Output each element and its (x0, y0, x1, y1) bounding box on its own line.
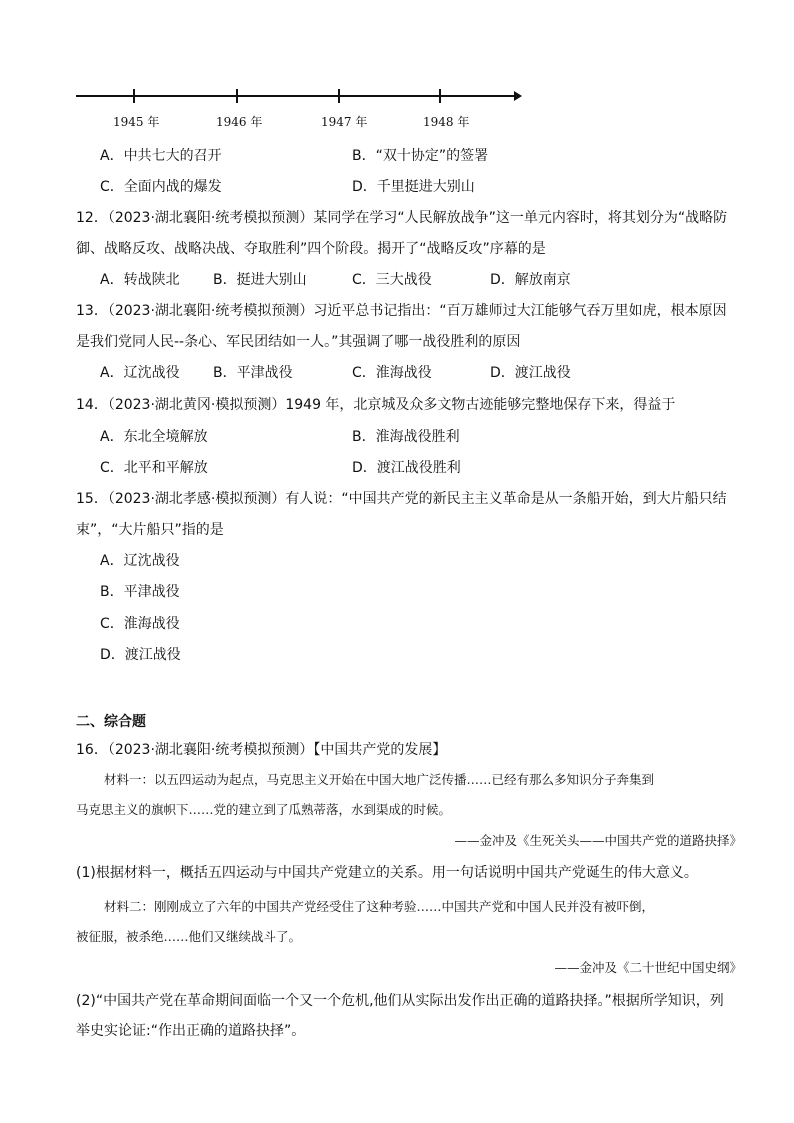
q13-option-c[interactable]: C．淮海战役 (352, 365, 432, 381)
q13-option-b[interactable]: B．平津战役 (213, 365, 293, 381)
q16-sub2-line2: 举史实论证:“作出正确的道路抉择”。 (76, 1023, 306, 1039)
q12-stem-line1: 12．（2023·湖北襄阳·统考模拟预测）某同学在学习“人民解放战争”这一单元内容时，将其划分为“战略防 (76, 210, 728, 226)
q15-option-b[interactable]: B．平津战役 (100, 584, 180, 600)
q16-stem: 16．（2023·湖北襄阳·统考模拟预测）【中国共产党的发展】 (76, 742, 447, 758)
timeline-label: 1946 年 (216, 115, 263, 129)
q11-option-c[interactable]: C．全面内战的爆发 (100, 179, 222, 195)
q16-material1-line1: 材料一：以五四运动为起点，马克思主义开始在中国大地广泛传播……已经有那么多知识分子奔集到 (104, 772, 655, 787)
q16-material2-source: ——金冲及《二十世纪中国史纲》 (554, 960, 742, 975)
q11-option-a[interactable]: A．中共七大的召开 (100, 148, 222, 164)
q12-option-b[interactable]: B．挺进大别山 (213, 272, 307, 288)
q14-option-b[interactable]: B．淮海战役胜利 (352, 429, 460, 445)
q15-option-a[interactable]: A．辽沈战役 (100, 553, 180, 569)
q11-option-d[interactable]: D．千里挺进大别山 (352, 179, 475, 195)
q16-sub2-line1: (2)“中国共产党在革命期间面临一个又一个危机,他们从实际出发作出正确的道路抉择。”根据所学知识，列 (76, 993, 724, 1009)
q12-option-d[interactable]: D．解放南京 (490, 272, 571, 288)
q16-material1-line2: 马克思主义的旗帜下……党的建立到了瓜熟蒂落，水到渠成的时候。 (76, 802, 452, 817)
timeline-arrow-icon (514, 91, 522, 101)
q13-stem-line2: 是我们党同人民--条心、军民团结如一人。”其强调了哪一战役胜利的原因 (76, 334, 521, 350)
q14-option-c[interactable]: C．北平和平解放 (100, 460, 208, 476)
q14-option-d[interactable]: D．渡江战役胜利 (352, 460, 461, 476)
q11-option-b[interactable]: B．“双十协定”的签署 (352, 148, 489, 164)
q13-stem-line1: 13．（2023·湖北襄阳·统考模拟预测）习近平总书记指出：“百万雄师过大江能够气吞万里如虎，根本原因 (76, 303, 727, 319)
timeline-label: 1948 年 (423, 115, 470, 129)
timeline-label: 1947 年 (321, 115, 368, 129)
q12-option-c[interactable]: C．三大战役 (352, 272, 432, 288)
q16-material1-source: ——金冲及《生死关头——中国共产党的道路抉择》 (454, 833, 742, 848)
q13-option-a[interactable]: A．辽沈战役 (100, 365, 180, 381)
q15-stem-line1: 15．（2023·湖北孝感·模拟预测）有人说：“中国共产党的新民主主义革命是从一条船开始，到大片船只结 (76, 491, 727, 507)
q14-option-a[interactable]: A．东北全境解放 (100, 429, 208, 445)
q12-option-a[interactable]: A．转战陕北 (100, 272, 180, 288)
q16-material2-line1: 材料二：刚刚成立了六年的中国共产党经受住了这种考验……中国共产党和中国人民并没有被吓倒， (104, 899, 655, 914)
timeline (70, 84, 530, 134)
q12-stem-line2: 御、战略反攻、战略决战、夺取胜利”四个阶段。揭开了“战略反攻”序幕的是 (76, 241, 546, 257)
q15-stem-line2: 束”，“大片船只”指的是 (76, 522, 224, 538)
q15-option-c[interactable]: C．淮海战役 (100, 616, 180, 632)
q14-stem-line1: 14．（2023·湖北黄冈·模拟预测）1949 年，北京城及众多文物古迹能够完整地保存下来，得益于 (76, 397, 676, 413)
q15-option-d[interactable]: D．渡江战役 (100, 647, 181, 663)
section-title: 二、综合题 (76, 714, 146, 730)
q13-option-d[interactable]: D．渡江战役 (490, 365, 571, 381)
q16-sub1: (1)根据材料一，概括五四运动与中国共产党建立的关系。用一句话说明中国共产党诞生的伟大意义。 (76, 865, 698, 881)
timeline-label: 1945 年 (113, 115, 160, 129)
q16-material2-line2: 被征服，被杀绝……他们又继续战斗了。 (76, 929, 302, 944)
